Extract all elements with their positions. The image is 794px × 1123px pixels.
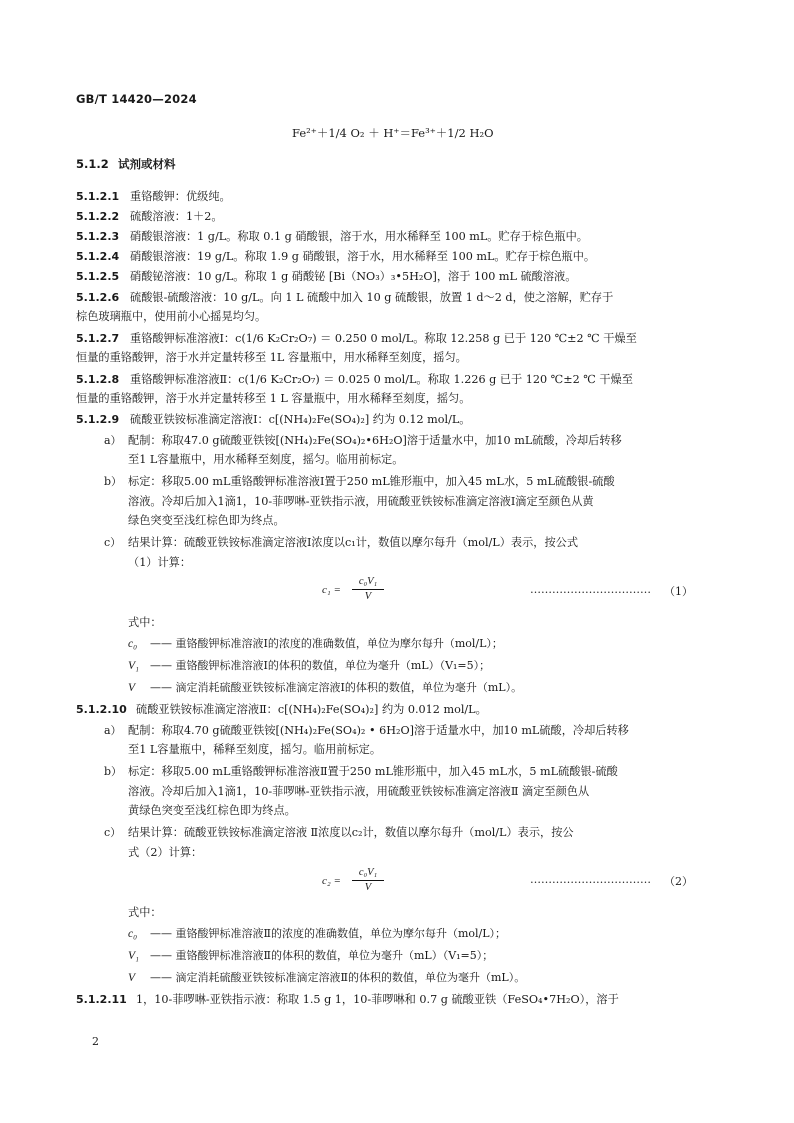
formula-tag: （1） — [664, 585, 693, 598]
clause-number: 5.1.2.10 — [76, 703, 127, 716]
clause-text: 硝酸铋溶液：10 g/L。称取 1 g 硝酸铋 [Bi（NO₃）₃•5H₂O]，溶于 100 mL 硫酸溶液。 — [130, 270, 577, 283]
clause-number: 5.1.2.4 — [76, 250, 120, 263]
list-text: 至1 L容量瓶中，用水稀释至刻度，摇匀。临用前标定。 — [128, 453, 404, 466]
where-text: —— 滴定消耗硫酸亚铁铵标准滴定溶液Ⅰ的体积的数值，单位为毫升（mL）。 — [150, 681, 523, 694]
where-text: —— 重铬酸钾标准溶液Ⅱ的体积的数值，单位为毫升（mL）（V₁=5）； — [150, 949, 494, 962]
list-text: 至1 L容量瓶中，稀释至刻度，摇匀。临用前标定。 — [128, 743, 382, 756]
clause-number: 5.1.2.8 — [76, 373, 120, 386]
formula-tag: （2） — [664, 875, 693, 888]
document-code: GB/T 14420—2024 — [76, 92, 197, 106]
list-text: 标定：移取5.00 mL重铬酸钾标准溶液Ⅱ置于250 mL锥形瓶中，加入45 mL水，5 mL硫酸银-硫酸 — [128, 765, 618, 778]
clause-text: 重铬酸钾标准溶液Ⅱ：c(1/6 K₂Cr₂O₇) ＝ 0.025 0 mol/L。称取 1.226 g 已于 120 ℃±2 ℃ 干燥至 — [130, 373, 633, 386]
fraction-bar — [352, 880, 384, 881]
list-text: 绿色突变至浅红棕色即为终点。 — [128, 514, 285, 527]
where-symbol: V — [128, 682, 136, 694]
clause-number: 5.1.2.5 — [76, 270, 120, 283]
list-text: 配制：称取47.0 g硫酸亚铁铵[(NH₄)₂Fe(SO₄)₂•6H₂O]溶于适量水中，加10 mL硫酸，冷却后转移 — [128, 434, 622, 447]
clause-number: 5.1.2.11 — [76, 993, 127, 1006]
page-number: 2 — [92, 1035, 99, 1048]
clause-number: 5.1.2.2 — [76, 210, 120, 223]
where-text: —— 重铬酸钾标准溶液Ⅰ的体积的数值，单位为毫升（mL）（V₁=5）； — [150, 659, 491, 672]
clause-text: 1，10-菲啰啉-亚铁指示液：称取 1.5 g 1，10-菲啰啉和 0.7 g 硫酸亚铁（FeSO₄•7H₂O），溶于 — [136, 993, 619, 1006]
formula-denominator: V — [364, 591, 372, 602]
list-label: a） — [104, 434, 122, 447]
formula-fraction — [352, 576, 384, 603]
list-label: b） — [104, 475, 123, 488]
clause-text: 硝酸银溶液：19 g/L。称取 1.9 g 硝酸银，溶于水，用水稀释至 100 mL。贮存于棕色瓶中。 — [130, 250, 596, 263]
where-text: —— 滴定消耗硫酸亚铁铵标准滴定溶液Ⅱ的体积的数值，单位为毫升（mL）。 — [150, 971, 526, 984]
list-label: b） — [104, 765, 123, 778]
reaction-equation: Fe²⁺＋1/4 O₂ ＋ H⁺＝Fe³⁺＋1/2 H₂O — [292, 126, 494, 140]
formula-lhs: c₁ = — [322, 584, 341, 596]
formula-numerator: c₀V₁ — [358, 576, 378, 587]
clause-text: 重铬酸钾：优级纯。 — [130, 190, 231, 203]
clause-text: 棕色玻璃瓶中，使用前小心摇晃均匀。 — [76, 310, 267, 323]
list-text: 结果计算：硫酸亚铁铵标准滴定溶液 Ⅱ浓度以c₂计，数值以摩尔每升（mol/L）表示，按公 — [128, 826, 574, 839]
where-title: 式中： — [128, 616, 162, 629]
list-text: （1）计算： — [128, 556, 192, 569]
list-text: 结果计算：硫酸亚铁铵标准滴定溶液Ⅰ浓度以c₁计，数值以摩尔每升（mol/L）表示，按公式 — [128, 536, 579, 549]
clause-number: 5.1.2.6 — [76, 291, 120, 304]
clause-text: 硫酸亚铁铵标准滴定溶液Ⅰ：c[(NH₄)₂Fe(SO₄)₂] 约为 0.12 mol/L。 — [130, 413, 471, 426]
where-symbol: V₁ — [128, 660, 140, 672]
where-text: —— 重铬酸钾标准溶液Ⅰ的浓度的准确数值，单位为摩尔每升（mol/L）； — [150, 637, 503, 650]
list-text: 配制：称取4.70 g硫酸亚铁铵[(NH₄)₂Fe(SO₄)₂ • 6H₂O]溶于适量水中，加10 mL硫酸，冷却后转移 — [128, 724, 629, 737]
formula-numerator: c₀V₁ — [358, 867, 378, 878]
list-text: 溶液。冷却后加入1滴1，10-菲啰啉-亚铁指示液，用硫酸亚铁铵标准滴定溶液Ⅱ 滴定至颜色从 — [128, 785, 590, 798]
formula-fraction — [352, 867, 384, 894]
clause-number: 5.1.2.9 — [76, 413, 120, 426]
clause-text: 恒量的重铬酸钾，溶于水并定量转移至 1L 容量瓶中，用水稀释至刻度，摇匀。 — [76, 351, 467, 364]
formula-leader-dots: …………………………… — [530, 583, 651, 596]
section-number: 5.1.2 — [76, 157, 109, 171]
where-symbol: c₀ — [128, 928, 138, 940]
clause-text: 重铬酸钾标准溶液Ⅰ：c(1/6 K₂Cr₂O₇) ＝ 0.250 0 mol/L。称取 12.258 g 已于 120 ℃±2 ℃ 干燥至 — [130, 332, 637, 345]
where-symbol: V — [128, 972, 136, 984]
list-text: 黄绿色突变至浅红棕色即为终点。 — [128, 804, 296, 817]
clause-text: 硫酸溶液：1＋2。 — [130, 210, 223, 223]
section-title: 试剂或材料 — [118, 157, 176, 171]
list-text: 标定：移取5.00 mL重铬酸钾标准溶液Ⅰ置于250 mL锥形瓶中，加入45 mL水，5 mL硫酸银-硫酸 — [128, 475, 615, 488]
fraction-bar — [352, 589, 384, 590]
list-text: 式（2）计算： — [128, 846, 203, 859]
formula-leader-dots: …………………………… — [530, 873, 651, 886]
where-symbol: c₀ — [128, 638, 138, 650]
formula-lhs: c₂ = — [322, 875, 341, 887]
clause-number: 5.1.2.3 — [76, 230, 120, 243]
clause-text: 硝酸银溶液：1 g/L。称取 0.1 g 硝酸银，溶于水，用水稀释至 100 mL。贮存于棕色瓶中。 — [130, 230, 588, 243]
where-title: 式中： — [128, 906, 162, 919]
list-label: c） — [104, 536, 122, 549]
clause-text: 恒量的重铬酸钾，溶于水并定量转移至 1 L 容量瓶中，用水稀释至刻度，摇匀。 — [76, 392, 471, 405]
where-symbol: V₁ — [128, 950, 140, 962]
where-text: —— 重铬酸钾标准溶液Ⅱ的浓度的准确数值，单位为摩尔每升（mol/L）； — [150, 927, 507, 940]
clause-text: 硫酸银-硫酸溶液：10 g/L。向 1 L 硫酸中加入 10 g 硫酸银，放置 1 d～2 d，使之溶解，贮存于 — [130, 291, 614, 304]
list-label: a） — [104, 724, 122, 737]
list-text: 溶液。冷却后加入1滴1，10-菲啰啉-亚铁指示液，用硫酸亚铁铵标准滴定溶液Ⅰ滴定至颜色从黄 — [128, 495, 594, 508]
clause-text: 硫酸亚铁铵标准滴定溶液Ⅱ：c[(NH₄)₂Fe(SO₄)₂] 约为 0.012 mol/L。 — [136, 703, 487, 716]
clause-number: 5.1.2.1 — [76, 190, 120, 203]
clause-number: 5.1.2.7 — [76, 332, 120, 345]
formula-denominator: V — [364, 882, 372, 893]
list-label: c） — [104, 826, 122, 839]
